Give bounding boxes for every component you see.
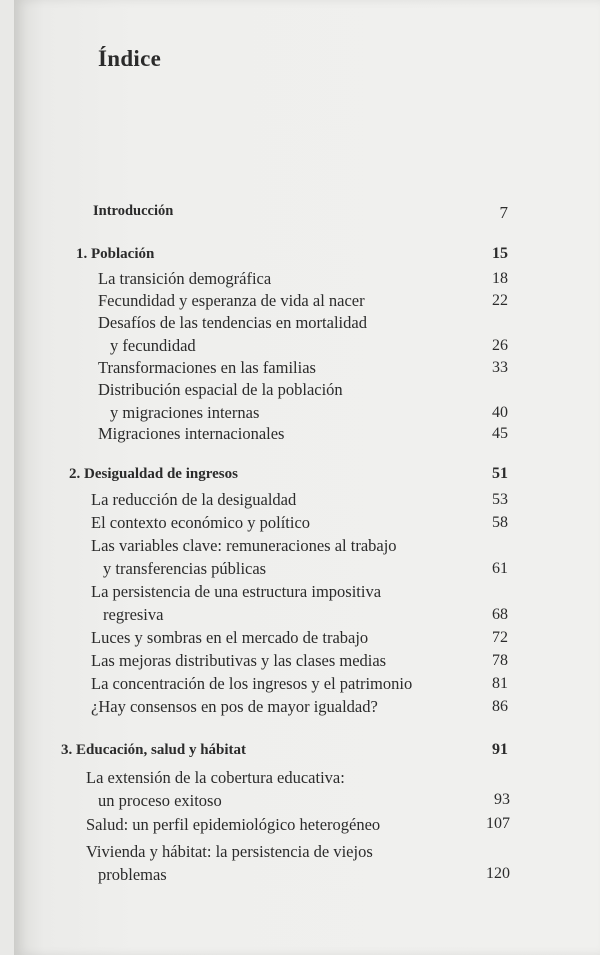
toc-section-page: 91	[492, 741, 508, 758]
toc-entry-line: Vivienda y hábitat: la persistencia de viejos	[86, 842, 373, 861]
toc-entry-page: 72	[492, 629, 508, 646]
toc-entry-line: La reducción de la desigualdad	[91, 490, 297, 509]
toc-entry	[91, 512, 310, 535]
toc-entry-line: regresiva	[103, 604, 164, 624]
toc-entry-page: 45	[492, 425, 508, 442]
toc-entry	[98, 357, 316, 380]
toc-entry	[91, 489, 296, 512]
toc-section-number: 3.	[61, 742, 76, 758]
toc-entry-line: La persistencia de una estructura impositiva	[91, 582, 382, 601]
toc-entry-line: y transferencias públicas	[103, 558, 267, 578]
toc-entry-page: 53	[492, 491, 508, 508]
toc-entry-line: La transición demográfica	[98, 269, 272, 288]
toc-entry	[86, 840, 373, 886]
toc-entry-page: 107	[486, 815, 510, 832]
toc-section-heading	[69, 466, 238, 483]
toc-section-title: Desigualdad de ingresos	[84, 466, 238, 482]
toc-section-number: 2.	[69, 466, 84, 482]
toc-intro-label: Introducción	[93, 203, 174, 219]
toc-entry-line: Salud: un perfil epidemiológico heterogéneo	[86, 815, 381, 834]
toc-entry-line: y fecundidad	[110, 335, 196, 355]
toc-entry	[98, 379, 343, 424]
toc-section-page: 15	[492, 245, 508, 262]
toc-section-title: Educación, salud y hábitat	[76, 742, 247, 758]
toc-entry-page: 26	[492, 336, 508, 354]
toc-entry-line: Distribución espacial de la población	[98, 380, 343, 399]
toc-entry	[86, 766, 345, 812]
toc-entry-line: problemas	[98, 865, 167, 884]
toc-entry-line: Fecundidad y esperanza de vida al nacer	[98, 291, 365, 310]
toc-entry	[98, 423, 284, 446]
toc-entry	[86, 813, 380, 836]
page-title: Índice	[98, 46, 162, 71]
toc-section-heading	[61, 742, 246, 759]
toc-entry-line: y migraciones internas	[110, 402, 260, 422]
toc-entry	[91, 673, 412, 696]
toc-entry	[91, 650, 386, 673]
toc-intro	[93, 203, 508, 220]
toc-entry-page: 93	[494, 791, 510, 808]
toc-entry	[98, 290, 365, 313]
toc-entry-line: Las variables clave: remuneraciones al trabajo	[91, 536, 397, 555]
toc-entry-page: 22	[492, 292, 508, 309]
toc-entry-line: Desafíos de las tendencias en mortalidad	[98, 313, 367, 332]
toc-entry-line: Migraciones internacionales	[98, 424, 285, 443]
toc-section-page: 51	[492, 465, 508, 482]
toc-entry-page: 61	[492, 559, 508, 577]
toc-entry-page: 78	[492, 652, 508, 669]
toc-entry-line: Luces y sombras en el mercado de trabajo	[91, 628, 369, 647]
toc-entry-page: 68	[492, 605, 508, 623]
toc-entry	[91, 627, 368, 650]
toc-entry	[91, 696, 378, 719]
toc-entry-page: 58	[492, 514, 508, 531]
toc-entry-page: 40	[492, 403, 508, 421]
toc-intro-page: 7	[499, 203, 508, 222]
toc-entry-page: 86	[492, 698, 508, 715]
toc-entry	[98, 312, 367, 357]
toc-entry	[91, 535, 397, 580]
toc-entry-line: La concentración de los ingresos y el patrimonio	[91, 674, 413, 693]
toc-section-heading	[76, 246, 154, 263]
toc-entry-line: Las mejoras distributivas y las clases medias	[91, 651, 387, 670]
toc-section-number: 1.	[76, 246, 91, 262]
toc-entry	[98, 268, 271, 291]
toc-entry-line: La extensión de la cobertura educativa:	[86, 768, 345, 787]
toc-entry-page: 33	[492, 359, 508, 376]
toc-entry-line: ¿Hay consensos en pos de mayor igualdad?	[91, 697, 378, 716]
toc-entry-page: 18	[492, 270, 508, 287]
toc-entry-page: 81	[492, 675, 508, 692]
toc-section-title: Población	[91, 246, 155, 262]
toc-entry-line: El contexto económico y político	[91, 513, 311, 532]
toc-entry-line: Transformaciones en las familias	[98, 358, 316, 377]
toc-entry-line: un proceso exitoso	[98, 791, 222, 810]
toc-entry-page: 120	[486, 865, 510, 882]
toc-entry	[91, 581, 381, 626]
